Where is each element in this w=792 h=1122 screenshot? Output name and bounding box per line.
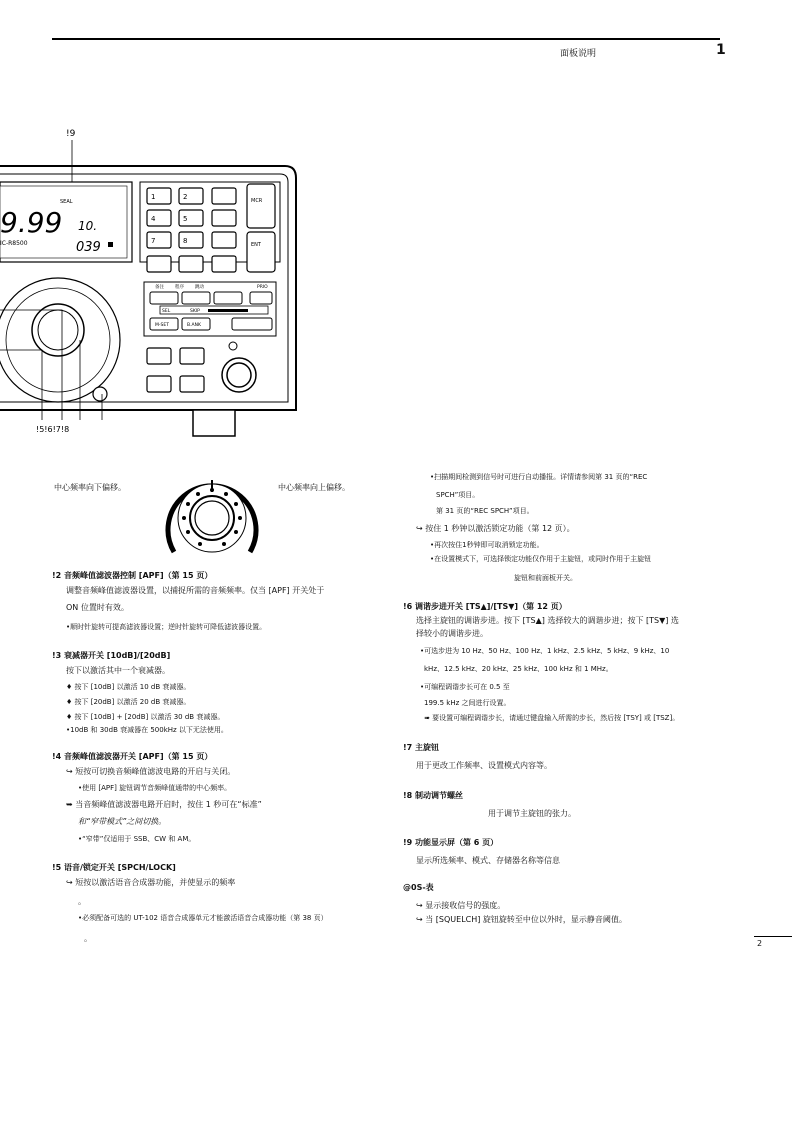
section-18-line1: 用于调节主旋钮的张力。 bbox=[488, 809, 576, 818]
radio-panel-figure bbox=[0, 120, 300, 445]
display-frequency: 9.99 bbox=[0, 206, 63, 239]
section-15-item1: ↪ 短按以激活语音合成器功能，并使显示的频率 bbox=[66, 878, 236, 887]
cont-bullet1: •扫描期间检测到信号时可进行自动播报。详情请参阅第 31 页的“REC bbox=[430, 473, 648, 481]
section-19-title: !9 功能显示屏（第 6 页） bbox=[403, 838, 499, 847]
section-16-line1: 选择主旋钮的调谐步进。按下 [TS▲] 选择较大的调谐步进；按下 [TS▼] 选 bbox=[416, 616, 679, 625]
section-19-line1: 显示所选频率、模式、存储器名称等信息 bbox=[416, 856, 560, 865]
svg-text:8: 8 bbox=[183, 237, 188, 245]
section-20-item2: ↪ 当 [SQUELCH] 旋钮旋转至中位以外时，显示静音阈值。 bbox=[416, 915, 627, 924]
section-12-title: !2 音频峰值滤波器控制 [APF]（第 15 页） bbox=[52, 571, 213, 580]
apf-knob-figure bbox=[160, 466, 264, 566]
svg-text:1: 1 bbox=[151, 193, 156, 201]
section-14-item2: ➥ 当音频峰值滤波器电路开启时，按住 1 秒可在“标准” bbox=[66, 800, 262, 809]
section-14-bullet2: •“窄带”仅适用于 SSB、CW 和 AM。 bbox=[78, 835, 196, 843]
svg-text:ENT: ENT bbox=[251, 242, 261, 248]
svg-text:SEAL: SEAL bbox=[60, 199, 73, 205]
svg-text:M-SET: M-SET bbox=[155, 323, 169, 328]
cont-bullet3-cont: 旋钮和前面板开关。 bbox=[514, 574, 577, 582]
footer-rule bbox=[754, 936, 792, 937]
svg-text:5: 5 bbox=[183, 215, 188, 223]
cont-bullet1-c: 第 31 页的“REC SPCH”项目。 bbox=[436, 507, 534, 515]
knob-right-caption: 中心频率向上偏移。 bbox=[278, 483, 350, 492]
section-13-bullet1: ♦ 按下 [10dB] 以激活 10 dB 衰减器。 bbox=[66, 683, 191, 691]
cont-item1: ↪ 按住 1 秒钟以激活锁定功能（第 12 页）。 bbox=[416, 524, 575, 533]
section-14-bullet1: •使用 [APF] 旋钮调节音频峰值通带的中心频率。 bbox=[78, 784, 232, 792]
section-16-bullet2: •可编程调谐步长可在 0.5 至 bbox=[420, 683, 510, 691]
svg-text:跳动: 跳动 bbox=[195, 285, 204, 290]
section-20-title: @0S-表 bbox=[403, 883, 434, 892]
svg-text:2: 2 bbox=[183, 193, 188, 201]
cont-bullet2: •再次按住1秒钟即可取消锁定功能。 bbox=[430, 541, 544, 549]
section-17-line1: 用于更改工作频率、设置模式内容等。 bbox=[416, 761, 552, 770]
section-17-title: !7 主旋钮 bbox=[403, 743, 439, 752]
svg-text:PRIO: PRIO bbox=[257, 285, 268, 290]
display-sub: 10. bbox=[78, 219, 98, 233]
section-16-bullet3: ➠ 要设置可编程调谐步长，请通过键盘输入所需的步长，然后按 [TSY] 或 [TSZ]。 bbox=[424, 714, 680, 722]
svg-text:7: 7 bbox=[151, 237, 156, 245]
section-12-line2: ON 位置时有效。 bbox=[66, 603, 129, 612]
display-model: IC-R8500 bbox=[0, 240, 28, 247]
cont-bullet1-b: SPCH”项目。 bbox=[436, 491, 480, 499]
section-14-title: !4 音频峰值滤波器开关 [APF]（第 15 页） bbox=[52, 752, 213, 761]
section-14-item1: ↪ 短按可切换音频峰值滤波电路的开启与关闭。 bbox=[66, 767, 236, 776]
section-15-bullet-cont: 。 bbox=[84, 934, 92, 943]
section-18-title: !8 制动调节螺丝 bbox=[403, 791, 463, 800]
svg-text:SEL: SEL bbox=[162, 309, 171, 314]
section-15-title: !5 语音/锁定开关 [SPCH/LOCK] bbox=[52, 863, 176, 872]
header-title: 面板说明 bbox=[560, 49, 597, 59]
section-16-bullet2-cont: 199.5 kHz 之间进行设置。 bbox=[424, 699, 511, 707]
section-15-bullet: •必须配备可选的 UT-102 语音合成器单元才能激活语音合成器功能（第 38 页） bbox=[78, 914, 328, 922]
section-12-line1: 调整音频峰值滤波器设置，以捕捉所需的音频频率。仅当 [APF] 开关处于 bbox=[66, 586, 325, 595]
cont-bullet3: •在设置模式下，可选择锁定功能仅作用于主旋钮，或同时作用于主旋钮 bbox=[430, 555, 652, 563]
svg-text:B.ANK: B.ANK bbox=[187, 323, 201, 328]
svg-text:SKIP: SKIP bbox=[190, 309, 200, 314]
section-13-line1: 按下以激活其中一个衰减器。 bbox=[66, 666, 170, 675]
svg-text:4: 4 bbox=[151, 215, 156, 223]
section-15-item1-cont: 。 bbox=[78, 897, 86, 906]
section-13-title: !3 衰减器开关 [10dB]/[20dB] bbox=[52, 651, 171, 660]
section-13-bullet3: ♦ 按下 [10dB] + [20dB] 以激活 30 dB 衰减器。 bbox=[66, 713, 225, 721]
section-16-bullet1-cont: kHz、12.5 kHz、20 kHz、25 kHz、100 kHz 和 1 MHz。 bbox=[424, 665, 613, 673]
section-14-item2-cont: 和“窄带模式”之间切换。 bbox=[78, 817, 167, 826]
section-20-item1: ↪ 显示接收信号的强度。 bbox=[416, 901, 506, 910]
footer-page-number: 2 bbox=[757, 939, 763, 948]
section-16-bullet1: •可选步进为 10 Hz、50 Hz、100 Hz、1 kHz、2.5 kHz、5 kHz、9 kHz、10 bbox=[420, 647, 670, 655]
header-rule bbox=[52, 38, 720, 40]
svg-text:程序: 程序 bbox=[175, 285, 184, 290]
callout-top: !9 bbox=[66, 129, 76, 139]
callout-bottom: !5!6!7!8 bbox=[36, 425, 70, 434]
section-16-line2: 择较小的调谐步进。 bbox=[416, 629, 488, 638]
svg-text:备注: 备注 bbox=[155, 285, 164, 290]
section-16-title: !6 调谐步进开关 [TS▲]/[TS▼]（第 12 页） bbox=[403, 602, 567, 611]
section-13-bullet4: •10dB 和 30dB 衰减器在 500kHz 以下无法使用。 bbox=[66, 726, 228, 734]
section-12-bullet: •顺时针旋转可提高滤波器设置；逆时针旋转可降低滤波器设置。 bbox=[66, 623, 267, 631]
svg-text:MCR: MCR bbox=[251, 198, 263, 204]
knob-left-caption: 中心频率向下偏移。 bbox=[54, 483, 126, 492]
section-13-bullet2: ♦ 按下 [20dB] 以激活 20 dB 衰减器。 bbox=[66, 698, 191, 706]
display-memory: 039 bbox=[76, 240, 101, 255]
header-page-number: 1 bbox=[716, 42, 726, 58]
